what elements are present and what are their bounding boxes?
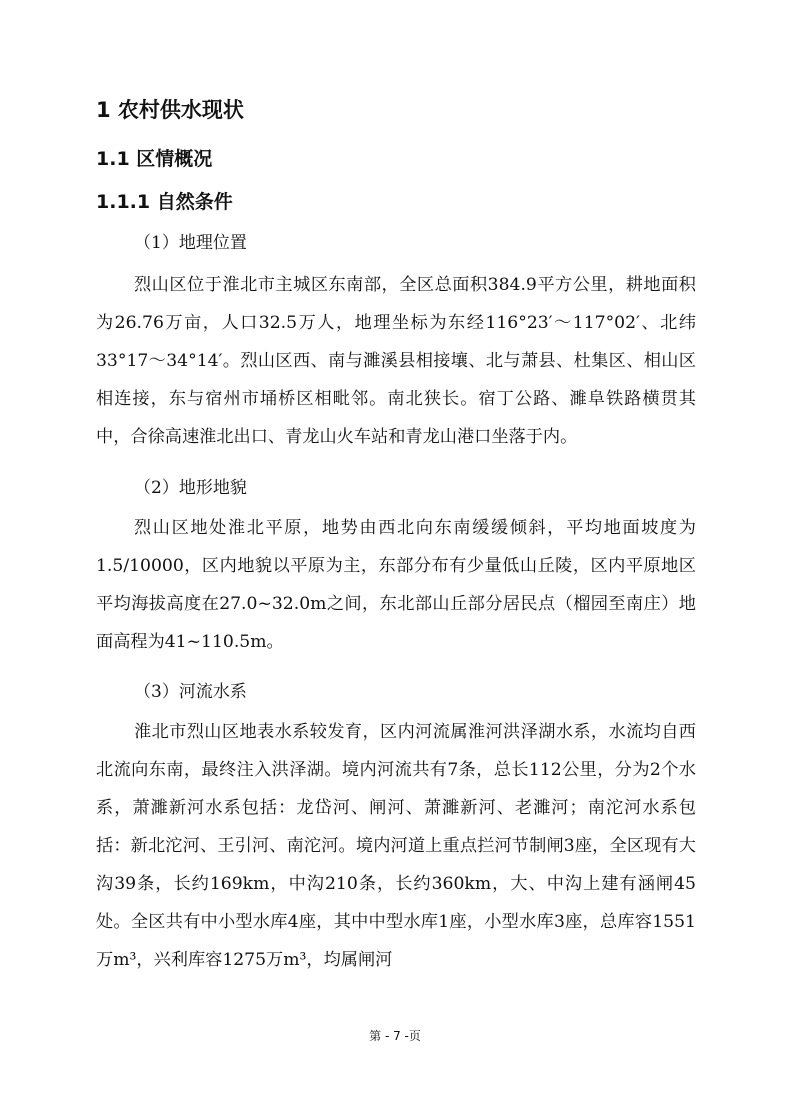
rivers-paragraph: 淮北市烈山区地表水系较发育，区内河流属淮河洪泽湖水系，水流均自西北流向东南，最终注入洪泽湖。境内河流共有7条，总长112公里，分为2个水系，萧濉新河水系包括：龙岱河、闸河、萧濉新河、老濉河；南沱河水系包括：新北沱河、王引河、南沱河。境内河道上重点拦河节制闸3座，全区现有大沟39条，长约169km，中沟210条，长约360km，大、中沟上建有涵闸45处。全区共有中小型水库4座，其中中型水库1座，小型水库3座，总库容1551万m³，兴利库容1275万m³，均属闸河 xyxy=(96,722,696,970)
rivers-title: （3）河流水系 xyxy=(134,682,247,702)
subsection-heading: 1.1.1 自然条件 xyxy=(96,191,233,213)
page-number: 第 - 7 -页 xyxy=(369,1029,421,1043)
location-title: （1）地理位置 xyxy=(134,233,247,253)
terrain-title: （2）地形地貌 xyxy=(134,478,247,498)
terrain-paragraph: 烈山区地处淮北平原，地势由西北向东南缓缓倾斜，平均地面坡度为1.5/10000，区内地貌以平原为主，东部分布有少量低山丘陵，区内平原地区平均海拔高度在27.0~32.0m之间，东北部山丘部分居民点（榴园至南庄）地面高程为41~110.5m。 xyxy=(96,518,696,652)
chapter-heading: 1 农村供水现状 xyxy=(96,98,244,122)
section-heading: 1.1 区情概况 xyxy=(96,148,213,170)
location-paragraph: 烈山区位于淮北市主城区东南部，全区总面积384.9平方公里，耕地面积为26.76万亩，人口32.5万人，地理坐标为东经116°23′～117°02′、北纬33°17～34°14′。烈山区西、南与濉溪县相接壤、北与萧县、杜集区、相山区相连接，东与宿州市埇桥区相毗邻。南北狭长。宿丁公路、濉阜铁路横贯其中，合徐高速淮北出口、青龙山火车站和青龙山港口坐落于内。 xyxy=(96,275,696,447)
